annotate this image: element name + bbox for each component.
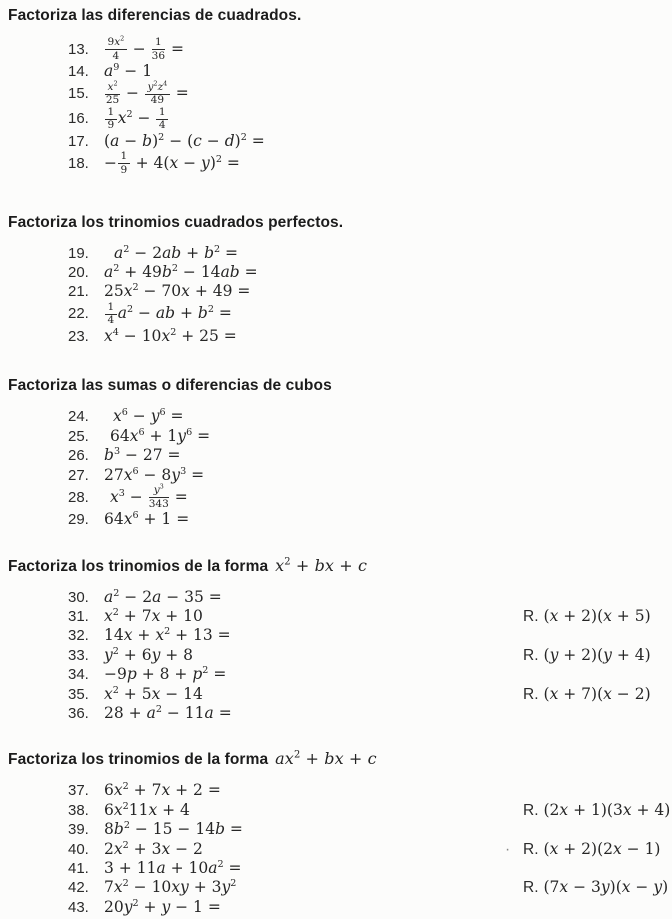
answer-label: R.	[523, 685, 539, 703]
exercise-item	[68, 646, 662, 665]
item-expression: $28 + a^2 - 11a$ =	[104, 703, 232, 723]
item-number: 40.	[68, 840, 89, 858]
section-title	[8, 749, 662, 769]
section-diferencias-de-cuadrados	[8, 6, 662, 177]
exercise-item	[68, 427, 662, 446]
exercise-item	[68, 665, 662, 684]
exercise-item	[68, 151, 662, 176]
section-trinomios-cuadrados-perfectos	[8, 213, 662, 347]
item-number: 28.	[68, 488, 89, 506]
answer-expression: (x + 7)(x − 2)	[543, 684, 651, 703]
item-expression: $64x^6 + 1y^6$ =	[110, 426, 211, 445]
item-expression: $6x^2 + 7x + 2$ =	[104, 781, 221, 800]
item-number: 13.	[68, 40, 89, 58]
item-expression: $\frac{x^2}{25}$ − $\frac{y^2z^4}{49}$ =	[105, 79, 189, 107]
exercise-list	[8, 407, 662, 529]
exercise-list	[8, 588, 662, 724]
section-title	[8, 6, 662, 25]
item-number: 25.	[68, 427, 89, 445]
item-expression: $a^2 - 2ab + b^2$ =	[114, 243, 239, 262]
item-expression: $2x^2 + 3x - 2$	[104, 839, 203, 858]
item-expression: $b^3 - 27$ =	[104, 446, 181, 465]
item-answer	[523, 607, 651, 626]
exercise-item	[68, 302, 662, 327]
exercise-item	[68, 840, 662, 859]
item-expression: $25x^2 - 70x + 49$ =	[104, 282, 251, 301]
item-expression: $14x + x^2 + 13$ =	[104, 626, 231, 645]
item-number: 19.	[68, 244, 89, 262]
item-number: 23.	[68, 327, 89, 345]
item-expression: $x^6 - y^6$ =	[113, 407, 184, 426]
exercise-item	[68, 446, 662, 465]
item-number: 20.	[68, 263, 89, 281]
answer-label: R.	[523, 646, 539, 664]
item-expression: $-9p + 8 + p^2$ =	[104, 665, 227, 684]
section-title-math: $ax^2$ + bx + c	[275, 749, 377, 769]
section-title-text: Factoriza las sumas o diferencias de cubos	[8, 377, 332, 395]
answer-label: R.	[523, 840, 539, 858]
item-number: 31.	[68, 608, 89, 625]
section-trinomios-ax2-bx-c	[8, 749, 671, 917]
item-number: 39.	[68, 821, 89, 839]
exercise-list	[8, 781, 671, 917]
exercise-item	[68, 263, 662, 282]
item-number: 27.	[68, 466, 89, 484]
section-trinomios-x2-bx-c	[8, 556, 662, 724]
item-expression: $\frac{9x^2}{4}$ − $\frac{1}{36}$ =	[104, 40, 184, 58]
exercise-item	[68, 510, 662, 529]
answer-label: R.	[523, 801, 539, 819]
exercise-item	[68, 282, 662, 301]
exercise-item	[68, 800, 671, 820]
exercise-item	[68, 107, 662, 132]
exercise-item	[68, 244, 662, 263]
item-expression: $y^2 + 6y + 8$	[104, 645, 194, 664]
item-expression: $27x^6 - 8y^3$ =	[104, 465, 205, 484]
exercise-item	[68, 685, 662, 704]
item-number: 41.	[68, 860, 89, 878]
item-number: 22.	[68, 305, 89, 323]
item-number: 42.	[68, 879, 89, 897]
exercise-item	[68, 898, 662, 917]
item-number: 37.	[68, 782, 89, 800]
item-expression: $20y^2 + y - 1$ =	[104, 897, 221, 916]
exercise-item	[68, 79, 662, 107]
item-number: 24.	[68, 408, 89, 426]
item-number: 32.	[68, 627, 89, 645]
item-expression: $x^4 - 10x^2 + 25$ =	[104, 326, 237, 345]
item-number: 34.	[68, 666, 89, 684]
item-number: 16.	[68, 110, 89, 128]
item-expression: $\frac{1}{9}$ $x^2$ − $\frac{1}{4}$	[104, 109, 169, 127]
section-title-text: Factoriza los trinomios de la forma	[8, 557, 269, 575]
item-expression: $a^2 + 49b^2 - 14ab$ =	[104, 262, 258, 281]
section-title-text: Factoriza las diferencias de cuadrados.	[8, 7, 302, 24]
section-title	[8, 213, 662, 232]
item-expression: $64x^6 + 1$ =	[104, 510, 190, 529]
answer-label: R.	[523, 879, 539, 897]
item-expression: $7x^2 - 10xy + 3y^2$	[104, 878, 237, 897]
answer-expression: (y + 2)(y + 4)	[543, 645, 651, 664]
exercise-item	[68, 859, 662, 878]
item-number: 15.	[68, 85, 89, 103]
item-number: 29.	[68, 511, 89, 529]
section-title-text: Factoriza los trinomios cuadrados perfectos.	[8, 213, 344, 231]
answer-bullet: ·	[505, 840, 511, 858]
item-expression: $a^2 - 2a - 35$ =	[104, 587, 222, 606]
answer-expression: (7x − 3y)(x − y)	[543, 878, 669, 897]
section-title	[8, 376, 662, 395]
item-number: 18.	[68, 154, 89, 172]
item-number: 36.	[68, 705, 89, 723]
item-answer	[523, 801, 670, 820]
exercise-item	[68, 34, 662, 62]
item-number: 14.	[68, 63, 89, 81]
exercise-list	[8, 244, 662, 347]
item-number: 17.	[68, 132, 89, 150]
item-answer	[523, 685, 651, 704]
section-title	[8, 556, 662, 576]
section-sumas-diferencias-de-cubos	[8, 376, 662, 529]
item-expression: − $\frac{1}{9}$ + $4(x - y)^2$ =	[104, 150, 240, 176]
exercise-item	[68, 327, 662, 346]
exercise-item	[68, 132, 662, 151]
item-expression: $\frac{1}{4}$ $a^2$ − ab + $b^2$ =	[104, 304, 232, 322]
exercise-item	[68, 704, 662, 723]
item-number: 43.	[68, 898, 89, 916]
item-expression: $a^9 - 1$	[104, 62, 153, 81]
answer-expression: (2x + 1)(3x + 4)	[543, 800, 671, 819]
section-title-text: Factoriza los trinomios de la forma	[8, 751, 269, 769]
exercise-item	[68, 626, 662, 645]
item-number: 35.	[68, 685, 89, 703]
item-number: 30.	[68, 588, 89, 606]
item-expression: $x^2 + 7x + 10$	[104, 606, 203, 625]
item-expression: $x^3$ − $\frac{y^3}{343}$ =	[110, 482, 188, 510]
item-number: 38.	[68, 801, 89, 819]
exercise-item	[68, 878, 669, 897]
exercise-item	[68, 482, 662, 510]
answer-expression: (x + 2)(x + 5)	[543, 607, 651, 625]
item-expression: $x^2 + 5x - 14$	[104, 684, 203, 703]
exercise-item	[68, 588, 662, 607]
item-expression: $3 + 11a + 10a^2$ =	[104, 858, 242, 878]
item-answer	[523, 646, 651, 665]
exercise-list	[8, 34, 662, 177]
item-number: 26.	[68, 447, 89, 465]
answer-expression: (x + 2)(2x − 1)	[543, 839, 661, 858]
section-title-math: $x^2$ + bx + c	[275, 555, 368, 575]
item-answer	[523, 878, 668, 897]
exercise-item	[68, 466, 662, 485]
item-answer	[505, 839, 661, 859]
answer-label: R.	[523, 608, 539, 625]
exercise-item	[68, 607, 662, 626]
item-number: 21.	[68, 283, 89, 301]
exercise-item	[68, 820, 662, 839]
item-expression: $(a - b)^2 - (c - d)^2$ =	[104, 131, 265, 150]
item-number: 33.	[68, 646, 89, 664]
exercise-item	[68, 407, 662, 426]
item-expression: $8b^2 - 15 - 14b$ =	[104, 820, 243, 839]
item-expression: $6x^211x + 4$	[104, 800, 190, 819]
exercise-item	[68, 781, 662, 800]
